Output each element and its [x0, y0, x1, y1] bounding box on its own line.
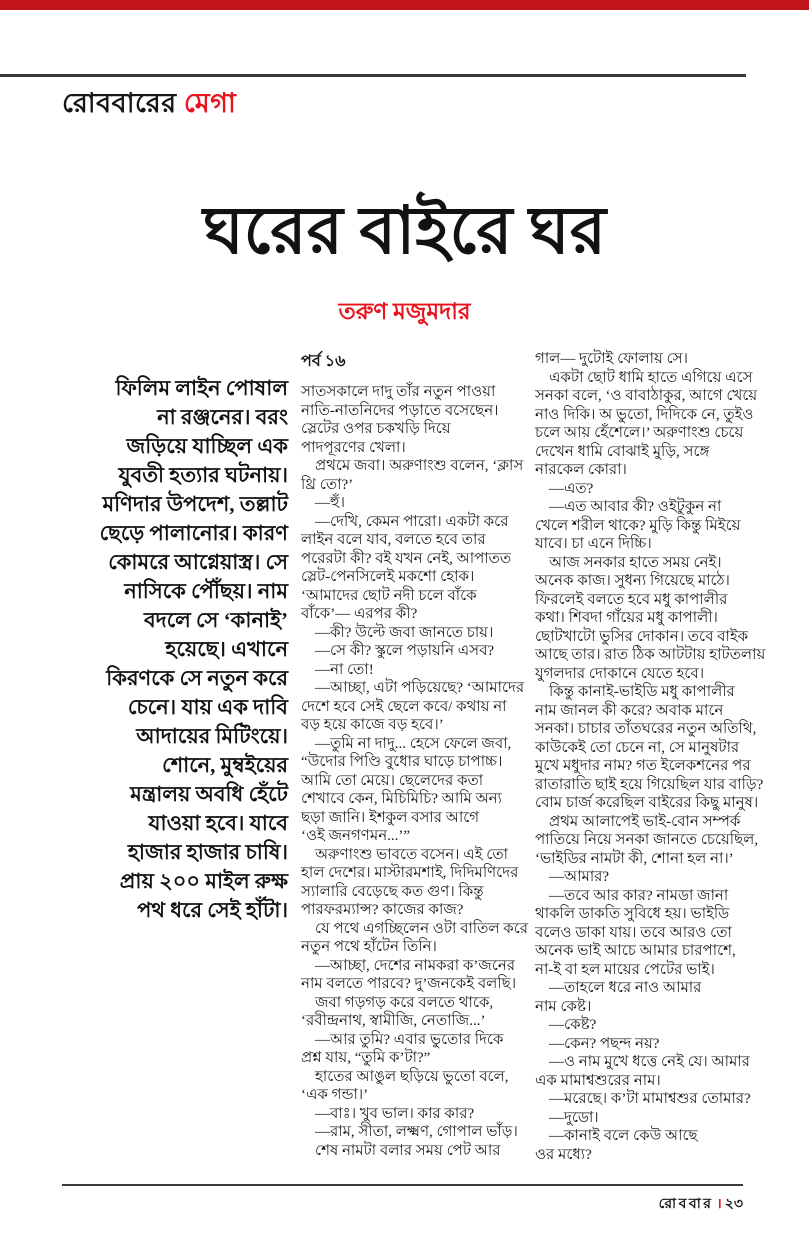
text-line: ‘ভাইডির নামটা কী, শোনা হল না।’ [535, 850, 734, 867]
text-line: —রাম, সীতা, লক্ষ্মণ, গোপাল ভাঁড়। [315, 1124, 518, 1140]
text-line: বাঁকে’— এরপর কী? [301, 606, 418, 622]
text-line: প্রথমে জবা। অরুণাংশু বলেন, ‘ক্লাস [315, 458, 524, 474]
text-line: নাসিকে পৌঁছয়। নাম [124, 579, 288, 603]
text-line: হাজার হাজার চাষি। [127, 840, 288, 864]
text-line: ‘ওই জনগণমন...’” [301, 828, 411, 844]
footer-magazine-name: রোববার [658, 1197, 714, 1212]
text-line: ওর মধ্যে? [535, 1146, 592, 1163]
text-line: —আচ্ছা, এটা পড়িয়েছে? ‘আমাদের [315, 680, 525, 696]
text-line: —তবে আর কার? নামডা জানা [549, 887, 729, 904]
text-line: স্লেটের ওপর চকখড়ি দিয়ে [301, 421, 451, 437]
text-line: পরেরটা কী? বই যখন নেই, আপাতত [301, 550, 512, 567]
text-line: —না তো! [315, 661, 374, 678]
text-line: —এত আবার কী? ওইটুকুন না [549, 499, 722, 515]
text-line: ছড়া জানি। ইশকুল বসার আগে [301, 809, 480, 826]
text-line: না-ই বা হল মায়ের পেটের ভাই। [535, 961, 715, 978]
text-line: —হুঁ। [315, 495, 345, 511]
footer-separator: । [716, 1197, 722, 1212]
text-line: কিন্তু কানাই-ভাইডি মধু কাপালীর [549, 684, 735, 700]
text-line: শেখাবে কেন, মিচিমিচি? আমি অন্য [301, 791, 502, 807]
header-rule [0, 74, 746, 77]
text-line: যে পথে এগচ্ছিলেন ওটা বাতিল করে [315, 920, 529, 937]
text-line: —মরেছে। ক’টা মামাশ্বশুর তোমার? [549, 1091, 751, 1107]
text-line: এক মামাশ্বশুরের নাম। [535, 1072, 661, 1089]
text-line: —ও নাম মুখে ধত্তে নেই যে। আমার [549, 1054, 750, 1070]
text-line: আমি তো মেয়ে। ছেলেদের কতা [301, 772, 484, 789]
text-line: স্যালারি বেড়েছে কত গুণ। কিন্তু [301, 883, 484, 900]
text-line: —আর তুমি? এবার ভুতোর দিকে [315, 1031, 504, 1048]
text-line: মণিদার উপদেশ, তল্লাট [102, 492, 288, 516]
text-line: পাতিয়ে নিয়ে সনকা জানতে চেয়েছিল, [535, 832, 759, 848]
text-line: ছেড়ে পালানোর। কারণ [99, 521, 288, 545]
text-line: কোমরে আগ্নেয়াস্ত্র। সে [108, 550, 288, 574]
text-line: কথা। শিবদা গাঁয়ের মধু কাপালী। [535, 610, 718, 626]
text-line: ছোটখাটো ভুসির দোকান। তবে বাইক [535, 628, 749, 645]
text-line: যাওয়া হবে। যাবে [148, 811, 288, 835]
text-line: —কানাই বলে কেউ আছে [549, 1128, 698, 1144]
text-line: থ্রি তো?’ [301, 476, 354, 493]
text-line: থাকলি ডাকতি সুবিধে হয়। ভাইডি [535, 906, 730, 922]
text-line: বড় হয়ে কাজে বড় হবে।’ [301, 717, 444, 733]
footer-rule [62, 1184, 743, 1186]
body-column-right [535, 350, 779, 1164]
article-title: ঘরের বাইরে ঘর [203, 195, 606, 268]
text-line: প্রথম আলাপেই ভাই-বোন সম্পর্ক [549, 813, 741, 830]
text-line: হাতের আঙুল ছড়িয়ে ভুতো বলে, [315, 1068, 509, 1085]
text-line: —কী? উল্টে জবা জানতে চায়। [315, 624, 494, 641]
text-line: পাদপূরণের খেলা। [301, 439, 406, 456]
part-label: পর্ব ১৬ [301, 353, 346, 370]
text-line: —সে কী? স্কুলে পড়ায়নি এসব? [315, 643, 495, 659]
text-line: নতুন পথে হাঁটেন তিনি। [301, 939, 437, 955]
text-line: বলেও ডাকা যায়। তবে আরও তো [535, 924, 732, 941]
text-line: ‘রবীন্দ্রনাথ, স্বামীজি, নেতাজি...’ [301, 1013, 486, 1029]
text-line: যুগলদার দোকানে যেতে হবে। [535, 665, 705, 682]
text-line: রাতারাতি ছাই হয়ে গিয়েছিল যার বাড়ি? [535, 776, 764, 793]
text-line: চলে আয় হেঁশেলে।’ অরুণাংশু চেয়ে [535, 425, 744, 441]
text-line: —কেষ্ট? [549, 1017, 597, 1033]
text-line: নাও দিকি। অ ভুতো, দিদিকে নে, তুইও [535, 406, 754, 423]
text-line: অনেক ভাই আচে আমার চারপাশে, [535, 943, 736, 959]
text-line: সাতসকালে দাদু তাঁর নতুন পাওয়া [301, 384, 496, 400]
text-line: ফিরলেই বলতে হবে মধু কাপালীর [535, 591, 728, 608]
text-line: আজ সনকার হাতে সময় নেই। [549, 554, 722, 571]
text-line: না রঞ্জনের। বরং [157, 405, 288, 429]
text-line: নাম কেষ্ট। [535, 998, 592, 1015]
text-line: দেখেন ধামি বোঝাই মুড়ি, সঙ্গে [535, 443, 710, 460]
text-line: —দুডো। [549, 1109, 599, 1126]
top-accent-bar [0, 0, 809, 10]
text-line: অনেক কাজ। সুধন্য গিয়েছে মাঠে। [535, 573, 730, 589]
masthead-brand-black: রোববারের [62, 88, 177, 118]
text-line: সনকা। চাচার তাঁতঘরের নতুন অতিথি, [535, 721, 757, 737]
masthead-brand-red: মেগা [183, 88, 237, 118]
text-line: সনকা বলে, ‘ও বাবাঠাকুর, আগে খেয়ে [535, 388, 758, 404]
text-line: —আচ্ছা, দেশের নামকরা ক’জনের [315, 957, 516, 974]
text-line: আছে তার। রাত ঠিক আটটায় হাটতলায় [535, 647, 766, 663]
text-line: হাল দেশের। মাস্টারমশাই, দিদিমণিদের [301, 865, 519, 881]
text-line: মুখে মধুদার নাম? গত ইলেকশনের পর [535, 758, 751, 774]
text-line: আদায়ের মিটিংয়ে। [136, 724, 288, 748]
text-line: যাবে। চা এনে দিচ্চি। [535, 536, 652, 552]
text-line: নাম জানল কী করে? অবাক মানে [535, 702, 724, 719]
text-line: গাল— দুটোই ফোলায় সে। [535, 351, 688, 367]
text-line: প্রশ্ন যায়, “তুমি ক’টা?” [301, 1050, 431, 1066]
text-line: “উদোর পিণ্ডি বুধোর ঘাড়ে চাপাচ্চ। [301, 754, 503, 770]
text-line: নাম বলতে পারবে? দু’জনকেই বলছি। [301, 976, 517, 992]
text-line: খেলে শরীল থাকে? মুড়ি কিন্তু মিইয়ে [535, 517, 741, 534]
text-line: পারফরম্যান্স? কাজের কাজ? [301, 902, 464, 918]
text-line: —বাঃ। খুব ভাল। কার কার? [315, 1105, 475, 1122]
text-line: দেশে হবে সেই ছেলে কবে/ কথায় না [301, 698, 507, 715]
footer [443, 1192, 743, 1216]
text-line: শোনে, মুম্বইয়ের [162, 753, 288, 777]
text-line: জড়িয়ে যাচ্ছিল এক [126, 434, 288, 458]
text-line: প্রায় ২০০ মাইল রুক্ষ [119, 869, 288, 893]
text-line: লাইন বলে যাব, বলতে হবে তার [301, 532, 486, 548]
text-line: ফিলিম লাইন পোষাল [115, 376, 288, 400]
text-line: —দেখি, কেমন পারো। একটা করে [315, 513, 509, 530]
text-line: ‘আমাদের ছোট নদী চলে বাঁকে [301, 587, 477, 604]
text-line: পথ ধরে সেই হাঁটা। [137, 898, 288, 922]
text-line: বদলে সে ‘কানাই’ [143, 608, 288, 632]
text-line: স্লেট-পেনসিলেই মকশো হোক। [301, 569, 475, 585]
footer-page-number: ২৩ [724, 1197, 743, 1212]
text-line: মন্ত্রালয় অবধি হেঁটে [130, 782, 288, 806]
text-line: শেষ নামটা বলার সময় পেট আর [315, 1142, 501, 1159]
masthead [62, 83, 236, 128]
text-line: কাউকেই তো চেনে না, সে মানুষটার [535, 739, 740, 756]
text-line: জবা গড়গড় করে বলতে থাকে, [315, 994, 494, 1011]
text-line: —আমার? [549, 869, 610, 885]
text-line: নাতি-নাতনিদের পড়াতে বসেছেন। [301, 402, 499, 419]
text-line: একটা ছোট ধামি হাতে এগিয়ে এসে [549, 369, 753, 386]
standfirst-column [54, 374, 288, 925]
text-line: —তাহলে ধরে নাও আমার [549, 980, 702, 996]
text-line: কিরণকে সে নতুন করে [106, 666, 288, 690]
text-line: হয়েছে। এখানে [165, 637, 288, 661]
text-line: অরুণাংশু ভাবতে বসেন। এই তো [315, 846, 508, 863]
text-line: চেনে। যায় এক দাবি [127, 695, 288, 719]
article-author: তরুণ মজুমদার [338, 299, 471, 324]
body-column-middle [301, 383, 529, 1160]
text-line: —কেন? পছন্দ নয়? [549, 1035, 660, 1052]
text-line: বোম চার্জ করেছিল বাইরের কিছু মানুষ। [535, 795, 759, 811]
text-line: নারকেল কোরা। [535, 462, 627, 478]
text-line: যুবতী হত্যার ঘটনায়। [118, 463, 288, 487]
text-line: —এত? [549, 480, 594, 497]
text-line: —তুমি না দাদু... হেসে ফেলে জবা, [315, 735, 512, 752]
text-line: ‘এক গন্ডা।’ [301, 1087, 369, 1103]
